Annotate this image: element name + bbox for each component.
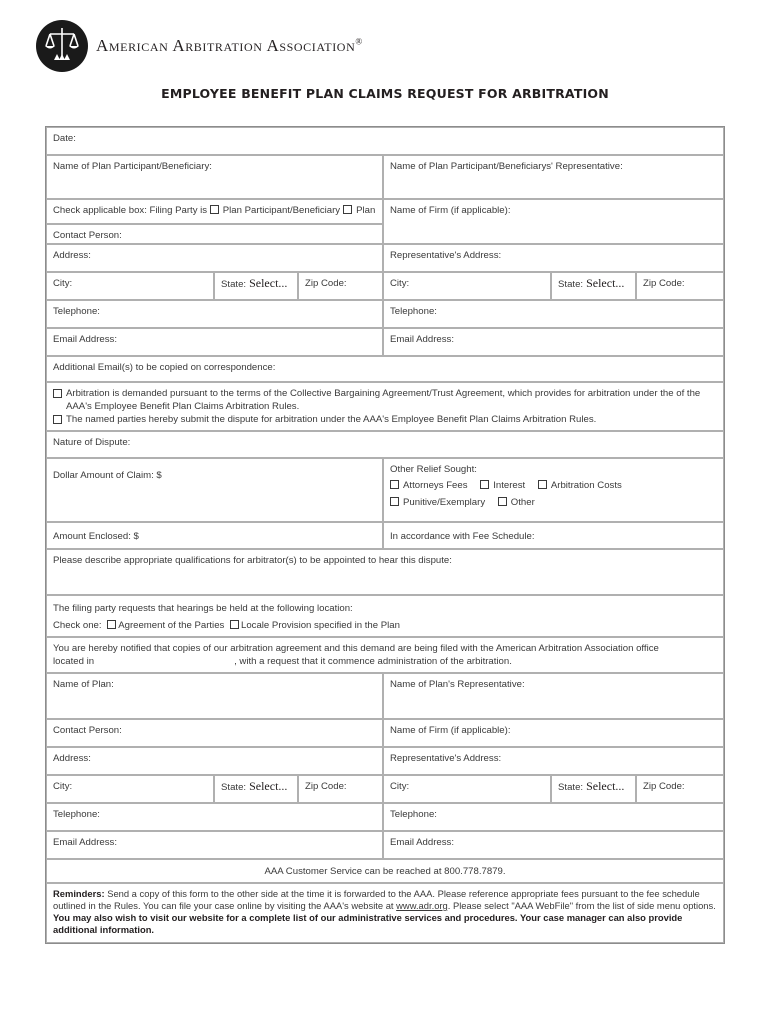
attorneys-fees-checkbox[interactable] <box>390 480 399 489</box>
plan-city-field[interactable]: City: <box>46 775 214 803</box>
fee-schedule-field[interactable]: In accordance with Fee Schedule: <box>383 522 724 549</box>
zip-field[interactable]: Zip Code: <box>298 272 383 300</box>
rep-state-select[interactable]: State: Select... <box>551 272 636 300</box>
plan-rep-email-field[interactable]: Email Address: <box>383 831 724 859</box>
additional-emails-field[interactable]: Additional Email(s) to be copied on correspondence: <box>46 356 724 382</box>
plan-address-field[interactable]: Address: <box>46 747 383 775</box>
filing-party-row: Check applicable box: Filing Party is Plan Participant/Beneficiary Plan <box>46 199 383 224</box>
plan-checkbox[interactable] <box>343 205 352 214</box>
telephone-field[interactable]: Telephone: <box>46 300 383 328</box>
punitive-checkbox[interactable] <box>390 497 399 506</box>
plan-rep-address-field[interactable]: Representative's Address: <box>383 747 724 775</box>
address-field[interactable]: Address: <box>46 244 383 272</box>
submit-checkbox[interactable] <box>53 415 62 424</box>
plan-rep-telephone-field[interactable]: Telephone: <box>383 803 724 831</box>
plan-rep-city-field[interactable]: City: <box>383 775 551 803</box>
filing-notice: You are hereby notified that copies of our arbitration agreement and this demand are being filed with the American Arbitration Association office located in , with a request that it commence administration of the arbitration. <box>46 637 724 673</box>
agreement-checkbox[interactable] <box>107 620 116 629</box>
participant-checkbox[interactable] <box>210 205 219 214</box>
adr-website-link[interactable]: www.adr.org <box>396 900 448 911</box>
other-relief: Other Relief Sought: Attorneys Fees Interest Arbitration Costs Punitive/Exemplary Other <box>383 458 724 522</box>
demand-checkbox[interactable] <box>53 389 62 398</box>
header <box>36 20 736 76</box>
dollar-amount-field[interactable]: Dollar Amount of Claim: $ <box>46 458 383 522</box>
hearing-location: The filing party requests that hearings be held at the following location: Check one: Agreement of the Parties Locale Provision specified in the Plan <box>46 595 724 637</box>
plan-contact-person-field[interactable]: Contact Person: <box>46 719 383 747</box>
plan-name-field[interactable]: Name of Plan: <box>46 673 383 719</box>
qualifications-field[interactable]: Please describe appropriate qualifications for arbitrator(s) to be appointed to hear this dispute: <box>46 549 724 595</box>
plan-email-field[interactable]: Email Address: <box>46 831 383 859</box>
rep-city-field[interactable]: City: <box>383 272 551 300</box>
participant-rep-field[interactable]: Name of Plan Participant/Beneficiarys' Representative: <box>383 155 724 199</box>
plan-rep-field[interactable]: Name of Plan's Representative: <box>383 673 724 719</box>
plan-telephone-field[interactable]: Telephone: <box>46 803 383 831</box>
city-field[interactable]: City: <box>46 272 214 300</box>
firm-name-field[interactable]: Name of Firm (if applicable): <box>383 199 724 244</box>
arb-demand-text: Arbitration is demanded pursuant to the terms of the Collective Bargaining Agreement/Trust Agreement, which provides for arbitration under the of the AAA's Employee Benefit Plan Claims Arbitration Rules. <box>66 388 701 412</box>
customer-service-note: AAA Customer Service can be reached at 800.778.7879. <box>46 859 724 883</box>
locale-checkbox[interactable] <box>230 620 239 629</box>
plan-zip-field[interactable]: Zip Code: <box>298 775 383 803</box>
contact-person-field[interactable]: Contact Person: <box>46 224 383 244</box>
plan-state-select[interactable]: State: Select... <box>214 775 298 803</box>
arbitration-basis <box>46 382 724 431</box>
plan-rep-zip-field[interactable]: Zip Code: <box>636 775 724 803</box>
plan-firm-name-field[interactable]: Name of Firm (if applicable): <box>383 719 724 747</box>
email-field[interactable]: Email Address: <box>46 328 383 356</box>
org-name: American Arbitration Association® <box>96 36 363 55</box>
rep-email-field[interactable]: Email Address: <box>383 328 724 356</box>
aaa-logo-icon <box>36 20 88 72</box>
date-field[interactable]: Date: <box>46 127 724 155</box>
document-title: EMPLOYEE BENEFIT PLAN CLAIMS REQUEST FOR ARBITRATION <box>161 86 609 101</box>
claim-form <box>45 126 725 944</box>
plan-rep-state-select[interactable]: State: Select... <box>551 775 636 803</box>
amount-enclosed-field[interactable]: Amount Enclosed: $ <box>46 522 383 549</box>
arb-submit-text: The named parties hereby submit the dispute for arbitration under the AAA's Employee Benefit Plan Claims Arbitration Rules. <box>66 414 597 425</box>
participant-name-field[interactable]: Name of Plan Participant/Beneficiary: <box>46 155 383 199</box>
rep-telephone-field[interactable]: Telephone: <box>383 300 724 328</box>
interest-checkbox[interactable] <box>480 480 489 489</box>
rep-address-field[interactable]: Representative's Address: <box>383 244 724 272</box>
rep-zip-field[interactable]: Zip Code: <box>636 272 724 300</box>
other-relief-checkbox[interactable] <box>498 497 507 506</box>
reminders: Reminders: Send a copy of this form to the other side at the time it is forwarded to the AAA. Please reference appropriate fees pursuant to the fee schedule outlined in the Rules. You can file your case online by visiting the AAA's website at www.adr.org. Please select "AAA WebFile" from the list of side menu options. You may also wish to visit our website for a complete list of our administrative services and procedures. Your case manager can also provide additional information. <box>46 883 724 943</box>
arbitration-costs-checkbox[interactable] <box>538 480 547 489</box>
nature-of-dispute-field[interactable]: Nature of Dispute: <box>46 431 724 458</box>
state-select[interactable]: State: Select... <box>214 272 298 300</box>
